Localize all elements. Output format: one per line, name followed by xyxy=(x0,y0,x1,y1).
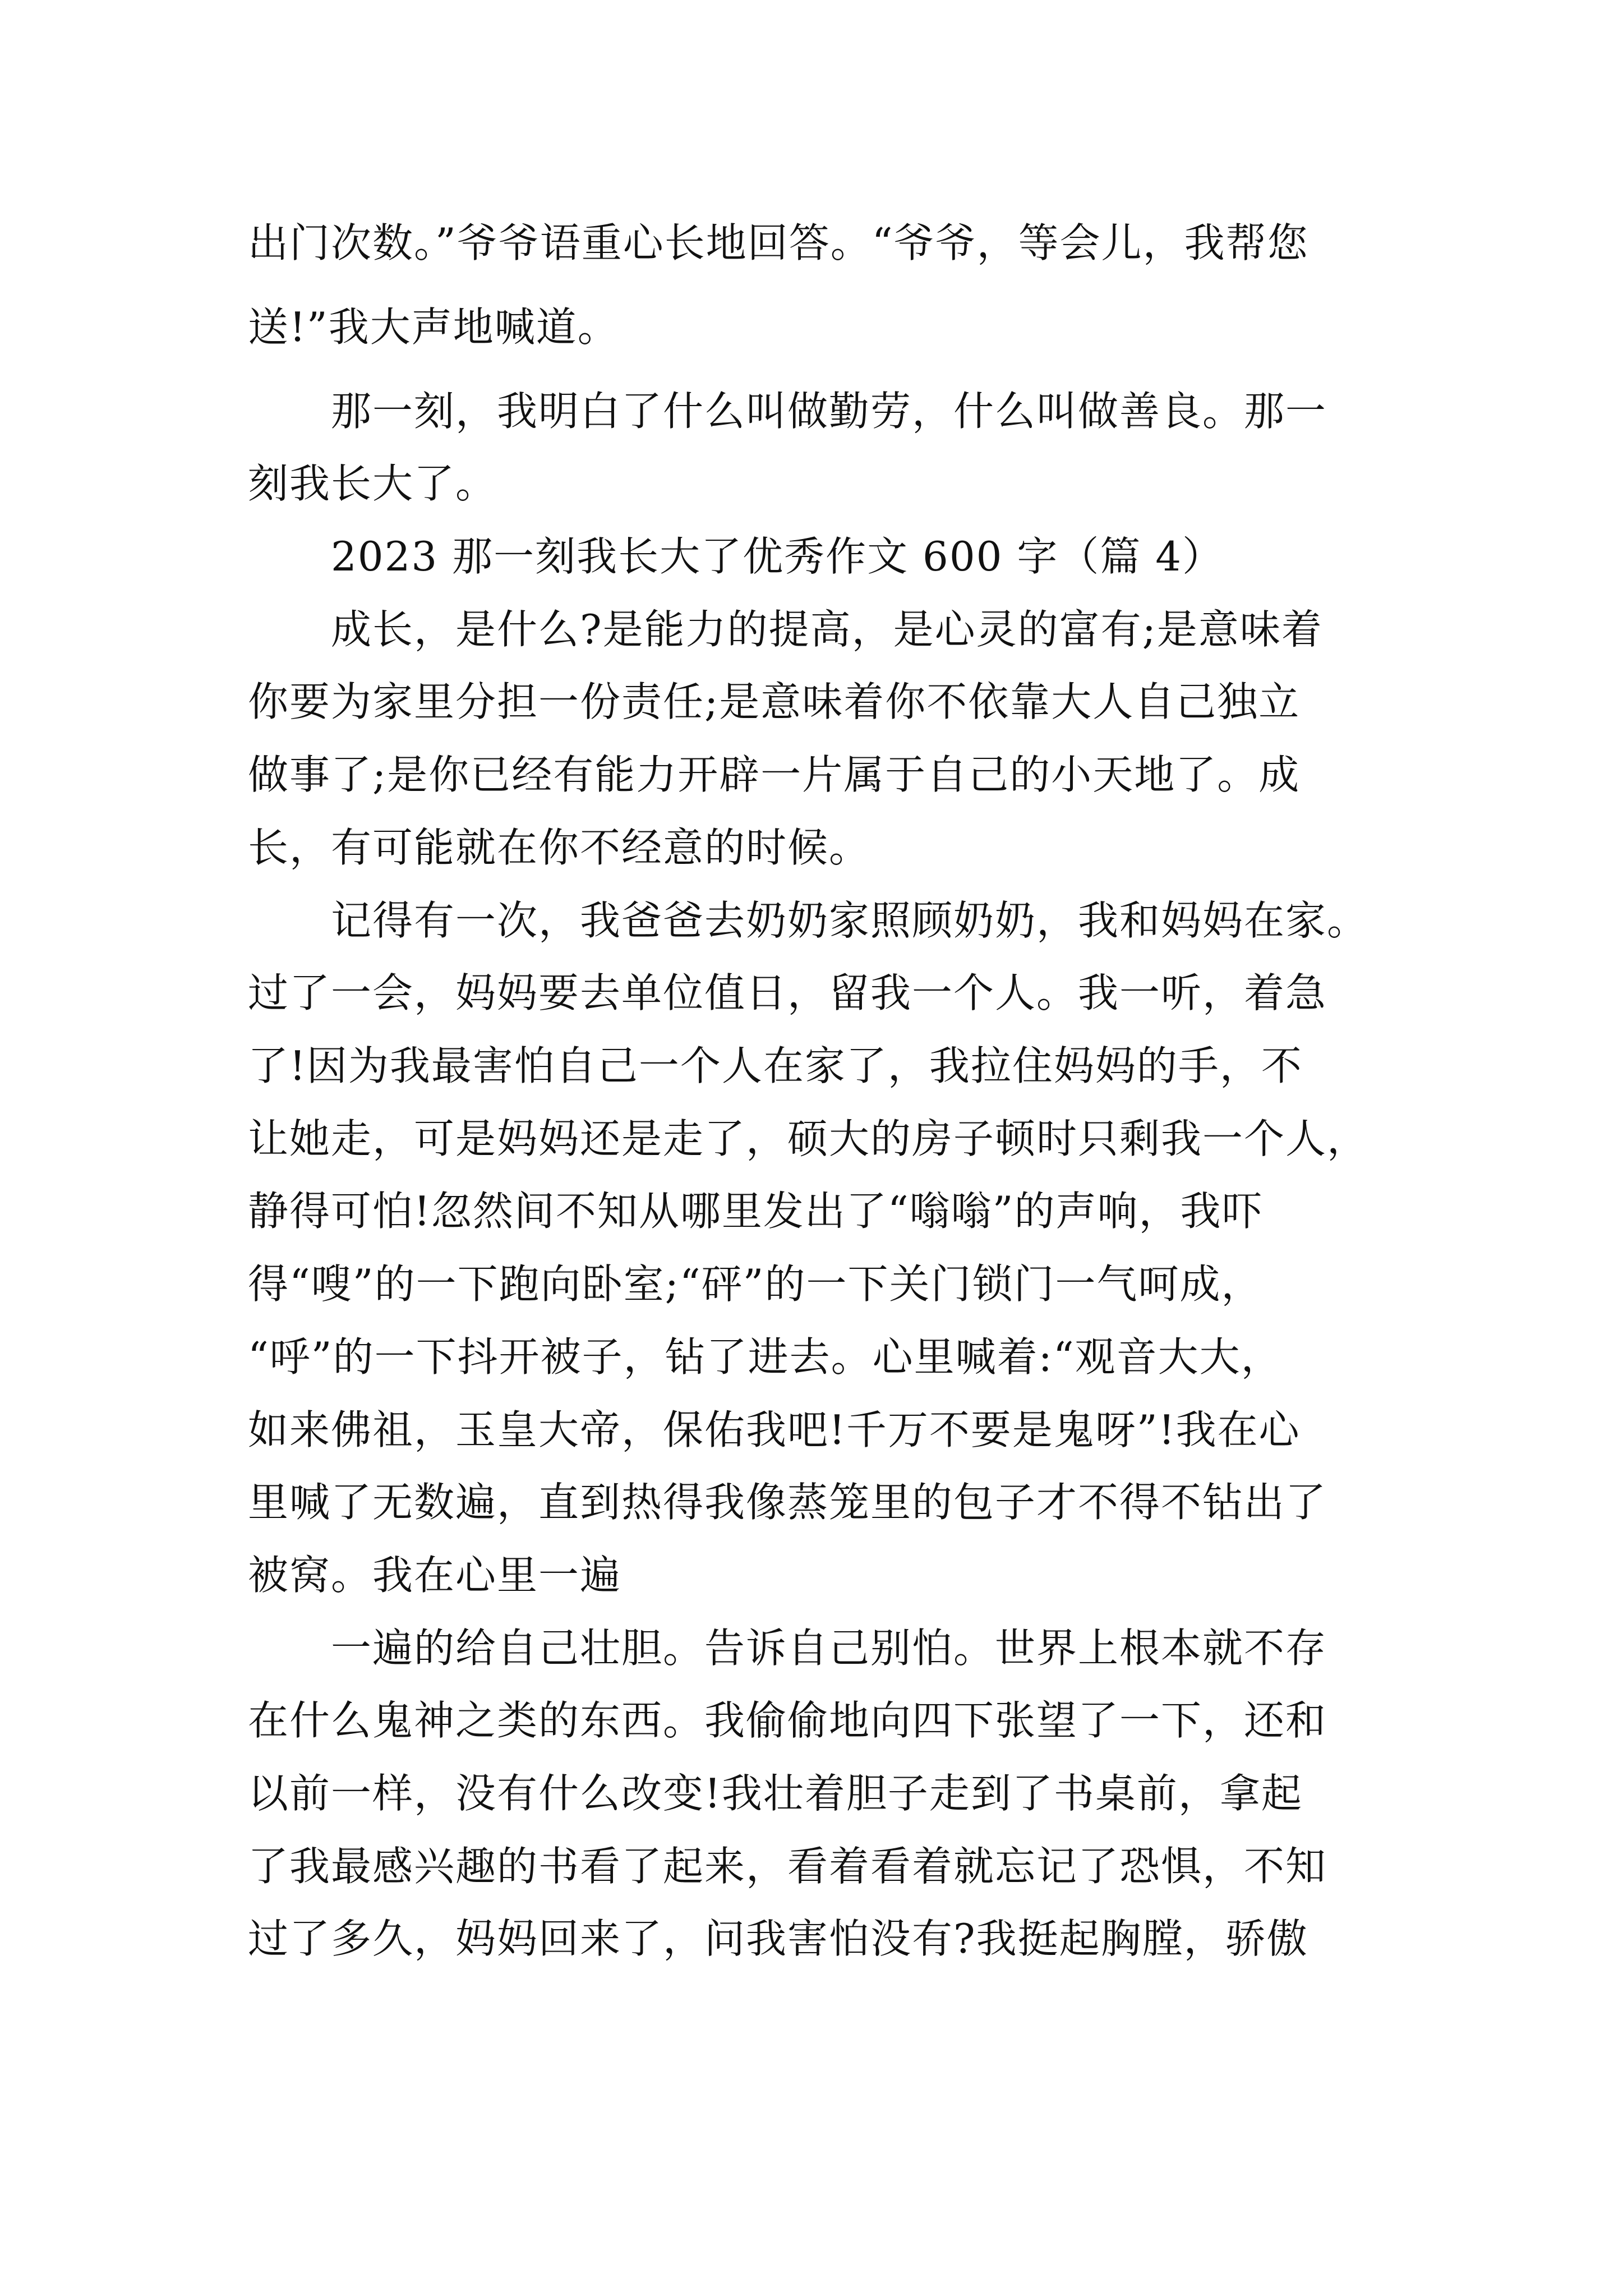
text-line: 得“嗖”的一下跑向卧室;“砰”的一下关门锁门一气呵成， xyxy=(248,1260,1263,1308)
text-line: 被窝。我在心里一遍 xyxy=(248,1552,622,1599)
text-line: 成长，是什么?是能力的提高，是心灵的富有;是意味着 xyxy=(331,606,1323,653)
text-line: 在什么鬼神之类的东西。我偷偷地向四下张望了一下，还和 xyxy=(248,1697,1327,1744)
text-line: 那一刻，我明白了什么叫做勤劳，什么叫做善良。那一 xyxy=(331,388,1327,435)
text-line: 过了多久，妈妈回来了，问我害怕没有?我挺起胸膛，骄傲 xyxy=(248,1915,1308,1962)
text-line: 记得有一次，我爸爸去奶奶家照顾奶奶，我和妈妈在家。 xyxy=(331,897,1369,944)
text-line: 以前一样，没有什么改变!我壮着胆子走到了书桌前，拿起 xyxy=(248,1770,1303,1817)
text-line: 做事了;是你已经有能力开辟一片属于自己的小天地了。成 xyxy=(248,751,1301,798)
text-line: 一遍的给自己壮胆。告诉自己别怕。世界上根本就不存 xyxy=(331,1625,1327,1672)
text-line: “呼”的一下抖开被子，钻了进去。心里喊着:“观音大大， xyxy=(248,1333,1283,1381)
text-line: 长，有可能就在你不经意的时候。 xyxy=(248,824,871,871)
text-line: 送!”我大声地喊道。 xyxy=(248,303,619,351)
text-line: 静得可怕!忽然间不知从哪里发出了“嗡嗡”的声响，我吓 xyxy=(248,1188,1264,1235)
text-line: 让她走，可是妈妈还是走了，硕大的房子顿时只剩我一个人， xyxy=(248,1115,1369,1162)
text-line: 你要为家里分担一份责任;是意味着你不依靠大人自己独立 xyxy=(248,678,1301,725)
section-heading: 2023 那一刻我长大了优秀作文 600 字（篇 4） xyxy=(331,533,1224,580)
text-line: 刻我长大了。 xyxy=(248,460,497,507)
text-line: 出门次数。”爷爷语重心长地回答。“爷爷，等会儿，我帮您 xyxy=(248,219,1309,266)
text-line: 如来佛祖，玉皇大帝，保佑我吧!千万不要是鬼呀”!我在心 xyxy=(248,1406,1301,1453)
text-line: 了我最感兴趣的书看了起来，看着看着就忘记了恐惧，不知 xyxy=(248,1843,1327,1890)
text-line: 了!因为我最害怕自己一个人在家了，我拉住妈妈的手，不 xyxy=(248,1042,1303,1089)
text-line: 里喊了无数遍，直到热得我像蒸笼里的包子才不得不钻出了 xyxy=(248,1479,1327,1526)
text-line: 过了一会，妈妈要去单位值日，留我一个人。我一听，着急 xyxy=(248,969,1327,1016)
